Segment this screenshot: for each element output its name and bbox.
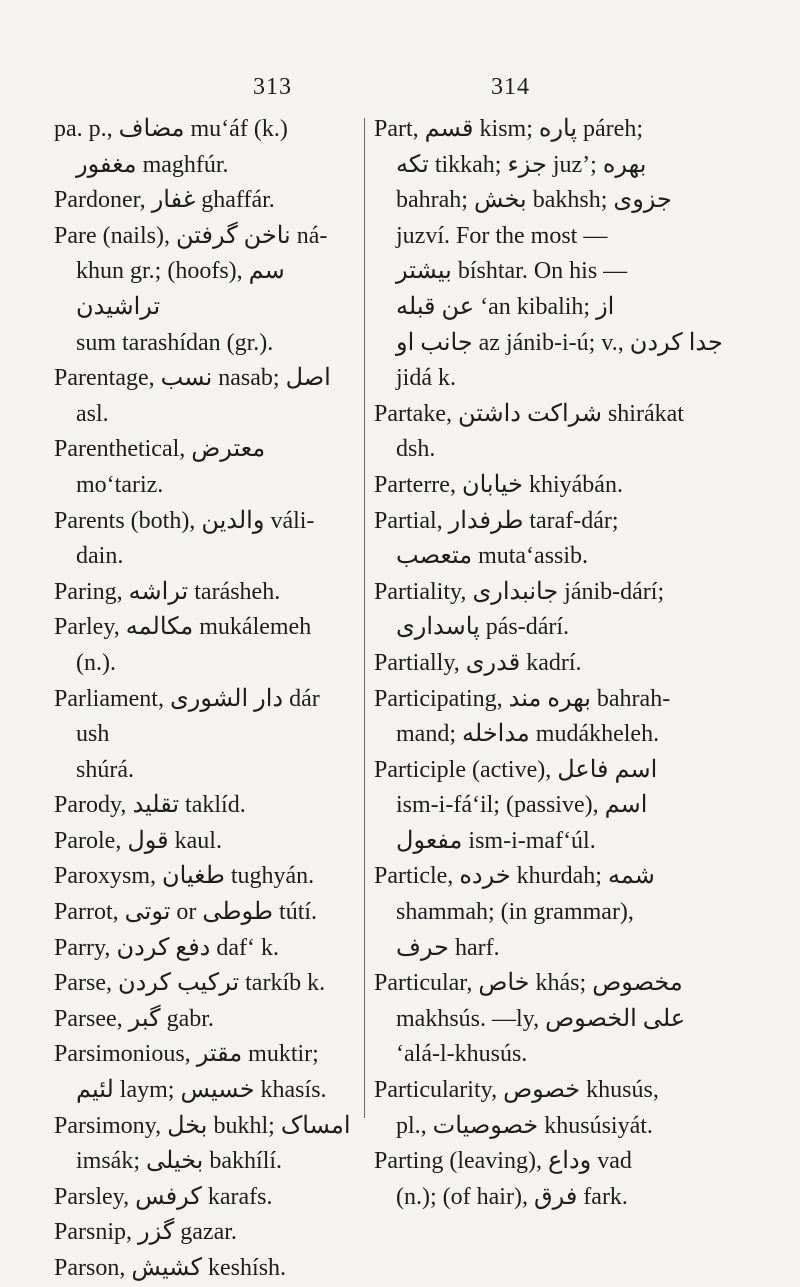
dictionary-entry — [54, 219, 354, 361]
dictionary-entry — [54, 575, 354, 611]
entry-line: Parsimonious, مقتر muktir; — [54, 1041, 319, 1068]
dictionary-entry — [54, 966, 354, 1002]
dictionary-entry — [54, 610, 354, 681]
dictionary-entry — [54, 824, 354, 860]
dictionary-entry — [54, 1180, 354, 1216]
dictionary-entry — [374, 504, 750, 575]
entry-line: khun gr.; (hoofs), سم تراشیدن — [76, 258, 285, 320]
entry-line: ism-i-fáʻil; (passive), اسم — [396, 792, 648, 819]
entry-line: Participle (active), اسم فاعل — [374, 756, 658, 783]
entry-line: Parentage, نسب nasab; اصل — [54, 365, 331, 392]
entry-line: Parents (both), والدین váli- — [54, 507, 315, 534]
dictionary-entry — [374, 468, 750, 504]
entry-line: Particularity, خصوص khusús, — [374, 1077, 659, 1104]
page-number-right: 314 — [491, 74, 530, 100]
entry-line: Particle, خرده khurdah; شمه — [374, 863, 655, 890]
entry-line: imsák; بخیلی bakhílí. — [76, 1148, 283, 1175]
entry-line: Parse, ترکیب کردن tarkíb k. — [54, 970, 326, 997]
entry-line: متعصب mutaʻassib. — [396, 543, 589, 570]
dictionary-entry — [54, 895, 354, 931]
entry-line: Parley, مکالمه mukálemeh (n.). — [54, 614, 312, 676]
entry-line: Parody, تقلید taklíd. — [54, 792, 246, 819]
entry-line: dsh. — [396, 436, 436, 463]
entry-line: Parting (leaving), وداع vad — [374, 1148, 632, 1175]
dictionary-entry — [374, 966, 750, 1073]
entry-line: Parsee, گبر gabr. — [54, 1005, 214, 1032]
entry-line: مغفور maghfúr. — [76, 151, 229, 178]
entry-line: shammah; (in grammar), — [396, 899, 634, 926]
entry-line: sum tarashídan (gr.). — [76, 329, 274, 356]
dictionary-entry — [54, 504, 354, 575]
entry-line: Parsnip, گزر gazar. — [54, 1219, 237, 1246]
entry-line: حرف harf. — [396, 934, 500, 961]
dictionary-entry — [374, 682, 750, 753]
entry-line: dain. — [76, 543, 124, 570]
dictionary-entry — [54, 1002, 354, 1038]
dictionary-entry — [54, 788, 354, 824]
entry-line: Partial, طرفدار taraf-dár; — [374, 507, 619, 534]
dictionary-entry — [374, 112, 750, 397]
entry-line: جانب او az jánib-i-ú; v., جدا کردن — [396, 329, 723, 356]
dictionary-entry — [54, 112, 354, 183]
page-number-left: 313 — [253, 74, 292, 100]
right-column — [374, 112, 750, 1215]
entry-line: Parole, قول kaul. — [54, 827, 222, 854]
dictionary-entry — [374, 575, 750, 646]
entry-line: Partiality, جانبداری jánib-dárí; — [374, 578, 665, 605]
dictionary-entry — [374, 397, 750, 468]
entry-line: Part, قسم kism; پاره páreh; — [374, 116, 643, 142]
dictionary-entry — [374, 859, 750, 966]
entry-line: Partake, شراکت داشتن shirákat — [374, 400, 684, 427]
entry-line: Paroxysm, طغیان tughyán. — [54, 863, 315, 890]
dictionary-entry — [54, 931, 354, 967]
entry-line: Parsimony, بخل bukhl; امساک — [54, 1112, 351, 1139]
entry-line: Paring, تراشه tarásheh. — [54, 578, 281, 605]
entry-line: pl., خصوصیات khusúsiyát. — [396, 1112, 653, 1139]
left-column — [54, 112, 354, 1287]
dictionary-entry — [54, 859, 354, 895]
dictionary-entry — [374, 1073, 750, 1144]
entry-line: Parterre, خیابان khiyábán. — [374, 471, 623, 498]
entry-line: pa. p., مضاف muʻáf (k.) — [54, 116, 288, 142]
entry-line: Parliament, دار الشوری dár ush — [54, 685, 320, 748]
entry-line: Parrot, توتی or طوطی tútí. — [54, 899, 318, 926]
entry-line: Parry, دفع کردن dafʻ k. — [54, 934, 279, 961]
entry-line: juzví. For the most — — [396, 222, 608, 249]
entry-line: shúrá. — [76, 756, 134, 783]
entry-line: Parson, کشیش keshísh. — [54, 1255, 287, 1281]
entry-line: تکه tikkah; جزء juzʼ; بهره — [396, 151, 647, 178]
dictionary-entry — [54, 1251, 354, 1287]
entry-line: (n.); (of hair), فرق fark. — [396, 1183, 628, 1210]
entry-line: عن قبله ʻan kibalih; از — [396, 293, 615, 320]
entry-line: mand; مداخله mudákheleh. — [396, 721, 660, 748]
dictionary-entry — [54, 183, 354, 219]
entry-line: bahrah; بخش bakhsh; جزوی — [396, 187, 672, 214]
dictionary-entry — [54, 682, 354, 789]
dictionary-entry — [54, 361, 354, 432]
entry-line: makhsús. —ly, علی الخصوص — [396, 1005, 686, 1032]
entry-line: Parenthetical, معترض moʻtariz. — [54, 436, 266, 498]
dictionary-entry — [54, 432, 354, 503]
entry-line: asl. — [76, 400, 109, 427]
entry-line: پاسداری pás-dárí. — [396, 614, 570, 641]
entry-line: Parsley, کرفس karafs. — [54, 1183, 273, 1210]
entry-line: Participating, بهره مند bahrah- — [374, 685, 671, 712]
entry-line: Particular, خاص khás; مخصوص — [374, 970, 683, 997]
dictionary-entry — [374, 1144, 750, 1215]
dictionary-entry — [374, 753, 750, 860]
column-divider — [364, 118, 365, 1118]
entry-line: ʻalá-l-khusús. — [396, 1041, 528, 1068]
entry-line: مفعول ism-i-mafʻúl. — [396, 827, 596, 854]
dictionary-entry — [54, 1109, 354, 1180]
entry-line: بیشتر bíshtar. On his — — [396, 258, 628, 285]
entry-line: Pardoner, غفار ghaffár. — [54, 187, 275, 214]
entry-line: Partially, قدری kadrí. — [374, 649, 582, 676]
dictionary-entry — [54, 1037, 354, 1108]
entry-line: jidá k. — [396, 365, 456, 392]
dictionary-entry — [54, 1215, 354, 1251]
entry-line: Pare (nails), ناخن گرفتن ná- — [54, 222, 328, 249]
dictionary-entry — [374, 646, 750, 682]
entry-line: لئیم laym; خسیس khasís. — [76, 1077, 327, 1104]
